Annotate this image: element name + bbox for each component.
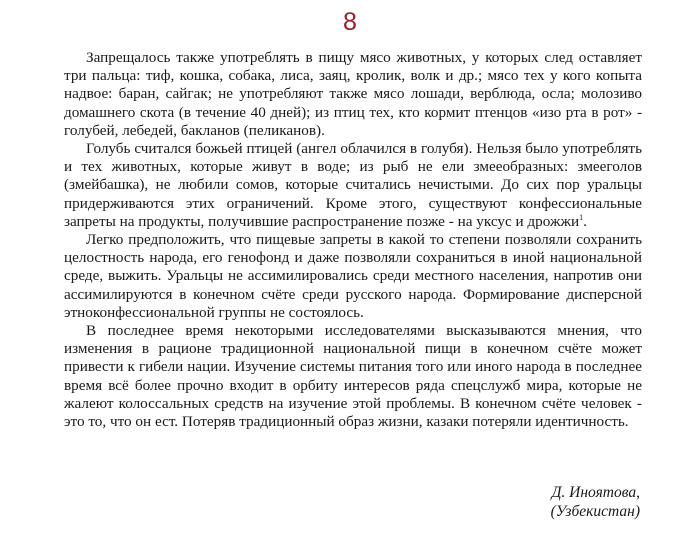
paragraph-2 [64, 140, 642, 231]
page-number: 8 [343, 8, 357, 36]
body-text [64, 49, 642, 431]
paragraph-2-tail: . [583, 212, 587, 230]
paragraph-4: В последнее время некоторыми исследователями высказываются мнения, что изменения в рационе традиционной национальной пищи в конечном счёте может привести к гибели нации. Изучение системы питания того или иного народа в последнее время всё более прочно входит в орбиту интересов ряда спецслужб мира, которые не жалеют колоссальных средств на изучение этой проблемы. В конечном счёте человек - это то, что он ест. Потеряв традиционный образ жизни, казаки потеряли идентичность. [64, 322, 642, 431]
signature-country: (Узбекистан) [550, 503, 640, 520]
footnote-marker[interactable]: 1 [579, 212, 584, 222]
paragraph-3: Легко предположить, что пищевые запреты в какой то степени позволяли сохранить целостность народа, его генофонд и даже позволяли сохраниться в иной национальной среде, выжить. Уральцы не ассимилировались среди местного населения, напротив они ассимилируются в конечном счёте среди русского народа. Формирование дисперсной этноконфессиональной группы не состоялось. [64, 231, 642, 321]
paragraph-1: Запрещалось также употреблять в пищу мясо животных, у которых след оставляет три пальца: тиф, кошка, собака, лиса, заяц, кролик, волк и др.; мясо тех у кого копыта надвое: баран, сайгак; не употребляют также мясо лошади, верблюда, осла; молозиво домашнего скота (в течение 40 дней); из птиц тех, кто кормит птенцов «изо рта в рот» - голубей, лебедей, бакланов (пеликанов). [64, 49, 642, 139]
signature-author: Д. Иноятова, [551, 484, 640, 501]
signature [551, 483, 640, 521]
paragraph-2-text: Голубь считался божьей птицей (ангел облачился в голубя). Нельзя было употреблять и тех животных, которые живут в воде; из рыб не ели змееобразных: змееголов (змейбашка), не любили сомов, которые считались нечистыми. До сих пор уральцы придерживаются этих ограничений. Кроме этого, существуют конфессиональные запреты на продукты, получившие распространение позже - на уксус и дрожжи [64, 140, 642, 230]
